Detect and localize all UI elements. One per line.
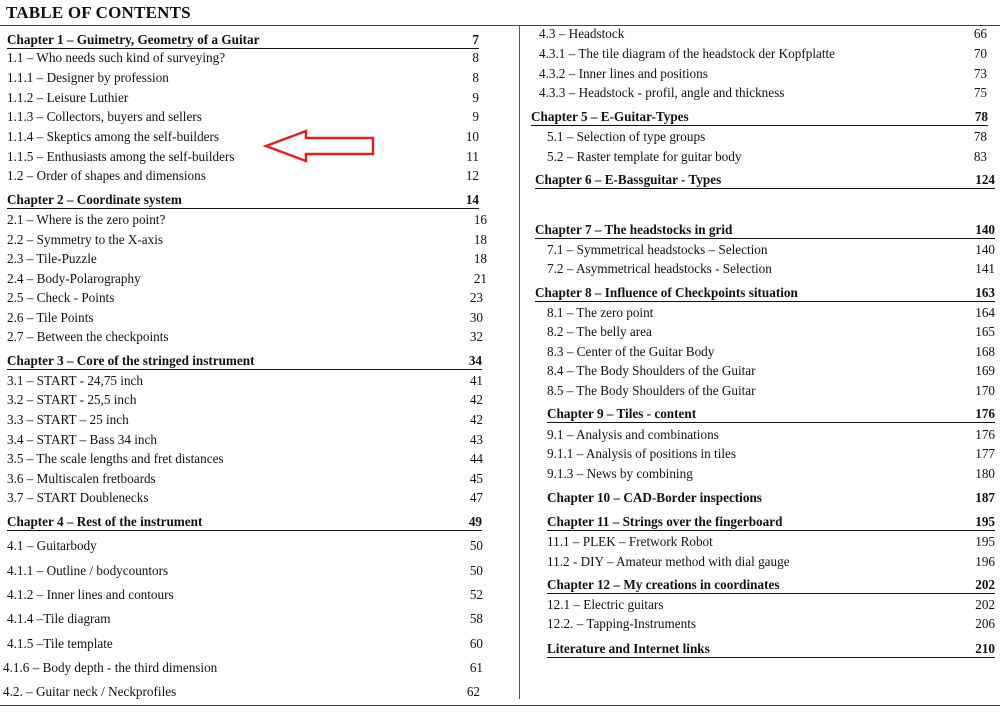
toc-entry-title: 3.7 – START Doublenecks xyxy=(7,490,149,505)
toc-entry-title: 1.1.1 – Designer by profession xyxy=(7,70,169,85)
toc-page-number: 165 xyxy=(975,324,995,339)
toc-page-number: 52 xyxy=(469,587,483,602)
toc-entry-title: 2.1 – Where is the zero point? xyxy=(7,212,166,227)
toc-entry xyxy=(547,361,995,381)
toc-page-number: 141 xyxy=(975,261,995,276)
toc-page-number: 124 xyxy=(975,172,995,187)
toc-entry-title: 4.3.3 – Headstock - profil, angle and thickness xyxy=(539,85,785,100)
toc-entry-title: 8.4 – The Body Shoulders of the Guitar xyxy=(547,363,756,378)
toc-entry xyxy=(547,614,995,634)
toc-page-number: 83 xyxy=(973,149,987,164)
toc-page-number: 168 xyxy=(975,344,995,359)
toc-page-number: 49 xyxy=(468,514,482,529)
toc-entry xyxy=(7,147,479,167)
toc-page-number: 78 xyxy=(973,129,987,144)
toc-entry-title: 3.5 – The scale lengths and fret distances xyxy=(7,451,224,466)
toc-entry xyxy=(547,127,987,147)
toc-page-number: 176 xyxy=(975,406,995,421)
toc-entry xyxy=(7,166,479,186)
toc-chapter-heading xyxy=(547,512,995,531)
toc-entry-title: 7.2 – Asymmetrical headstocks - Selection xyxy=(547,261,772,276)
toc-page-number: 66 xyxy=(973,26,987,41)
bottom-rule xyxy=(0,705,1000,706)
toc-entry xyxy=(7,469,483,489)
toc-entry xyxy=(7,488,483,508)
toc-entry-title: Chapter 9 – Tiles - content xyxy=(547,406,697,421)
toc-entry-title: 2.2 – Symmetry to the X-axis xyxy=(7,232,164,247)
red-arrow-icon xyxy=(262,128,380,164)
toc-entry xyxy=(3,658,483,678)
toc-page-number: 50 xyxy=(469,538,483,553)
toc-page-number: 195 xyxy=(975,514,995,529)
toc-entry-title: 3.3 – START – 25 inch xyxy=(7,412,129,427)
toc-entry xyxy=(7,230,487,250)
toc-entry-title: 3.6 – Multiscalen fretboards xyxy=(7,471,156,486)
toc-page-number: 187 xyxy=(975,490,995,505)
toc-entry-title: 1.1.4 – Skeptics among the self-builders xyxy=(7,129,220,144)
toc-page-number: 177 xyxy=(975,446,995,461)
toc-chapter-heading xyxy=(7,351,482,370)
toc-entry-title: Chapter 11 – Strings over the fingerboard xyxy=(547,514,783,529)
toc-chapter-heading xyxy=(535,220,995,239)
toc-page-number: 75 xyxy=(973,85,987,100)
toc-entry-title: 5.2 – Raster template for guitar body xyxy=(547,149,742,164)
toc-entry xyxy=(7,561,483,581)
toc-page-number: 8 xyxy=(472,70,479,85)
toc-entry xyxy=(7,327,483,347)
toc-entry-title: 7.1 – Symmetrical headstocks – Selection xyxy=(547,242,768,257)
toc-entry-title: 1.1.2 – Leisure Luthier xyxy=(7,90,129,105)
toc-entry xyxy=(547,425,995,445)
toc-page-number: 10 xyxy=(465,129,479,144)
toc-page-number: 163 xyxy=(975,285,995,300)
toc-page-number: 62 xyxy=(466,684,480,699)
toc-page-number: 41 xyxy=(469,373,483,388)
toc-chapter-heading xyxy=(7,512,482,531)
toc-entry-title: 9.1.1 – Analysis of positions in tiles xyxy=(547,446,737,461)
toc-page-number: 11 xyxy=(466,149,479,164)
toc-entry-title: 1.1.3 – Collectors, buyers and sellers xyxy=(7,109,202,124)
toc-page-number: 202 xyxy=(975,577,995,592)
column-divider xyxy=(519,25,520,699)
toc-entry-title: 8.1 – The zero point xyxy=(547,305,654,320)
toc-page-number: 23 xyxy=(469,290,483,305)
toc-entry xyxy=(7,371,483,391)
toc-entry xyxy=(3,682,480,702)
toc-entry-title: 5.1 – Selection of type groups xyxy=(547,129,706,144)
toc-entry-title: Chapter 12 – My creations in coordinates xyxy=(547,577,780,592)
toc-entry-title: 1.2 – Order of shapes and dimensions xyxy=(7,168,206,183)
toc-entry xyxy=(7,430,483,450)
toc-chapter-heading xyxy=(535,170,995,189)
toc-entry-title: 4.3 – Headstock xyxy=(539,26,625,41)
toc-page-number: 169 xyxy=(975,363,995,378)
toc-page-number: 47 xyxy=(469,490,483,505)
toc-page-number: 50 xyxy=(469,563,483,578)
toc-entry xyxy=(539,83,987,103)
toc-page-number: 58 xyxy=(469,611,483,626)
toc-page-number: 45 xyxy=(469,471,483,486)
toc-entry xyxy=(547,240,995,260)
toc-page-number: 32 xyxy=(469,329,483,344)
toc-entry xyxy=(547,259,995,279)
toc-page-number: 164 xyxy=(975,305,995,320)
toc-entry-title: 8.2 – The belly area xyxy=(547,324,652,339)
toc-entry-title: 4.1.4 –Tile diagram xyxy=(7,611,111,626)
toc-page-number: 70 xyxy=(973,46,987,61)
toc-entry xyxy=(7,308,483,328)
toc-chapter-heading xyxy=(535,283,995,302)
toc-entry-title: 2.6 – Tile Points xyxy=(7,310,94,325)
toc-entry-title: Chapter 1 – Guimetry, Geometry of a Guitar xyxy=(7,32,260,47)
toc-entry xyxy=(547,147,987,167)
toc-page-number: 43 xyxy=(469,432,483,447)
toc-entry xyxy=(7,107,479,127)
toc-page-number: 180 xyxy=(975,466,995,481)
toc-page-number: 210 xyxy=(975,641,995,656)
toc-entry-title: 12.2. – Tapping-Instruments xyxy=(547,616,697,631)
toc-page-number: 34 xyxy=(468,353,482,368)
toc-entry-title: 4.1 – Guitarbody xyxy=(7,538,97,553)
toc-entry xyxy=(539,44,987,64)
toc-entry-title: 9.1 – Analysis and combinations xyxy=(547,427,719,442)
toc-page-number: 61 xyxy=(469,660,483,675)
toc-entry xyxy=(7,585,483,605)
toc-entry xyxy=(547,595,995,615)
toc-page-number: 9 xyxy=(472,109,479,124)
toc-chapter-heading xyxy=(547,575,995,594)
toc-entry xyxy=(7,88,479,108)
toc-entry-title: 3.1 – START - 24,75 inch xyxy=(7,373,144,388)
toc-entry-title: 3.4 – START – Bass 34 inch xyxy=(7,432,157,447)
toc-page-number: 73 xyxy=(973,66,987,81)
toc-entry xyxy=(539,64,987,84)
toc-entry-title: 3.2 – START - 25,5 inch xyxy=(7,392,137,407)
toc-entry xyxy=(7,634,483,654)
toc-entry-title: 4.3.1 – The tile diagram of the headstock der Kopfplatte xyxy=(539,46,836,61)
toc-page-number: 42 xyxy=(469,412,483,427)
toc-entry-title: 4.1.5 –Tile template xyxy=(7,636,113,651)
toc-page-number: 21 xyxy=(473,271,487,286)
toc-entry xyxy=(7,609,483,629)
toc-page-number: 206 xyxy=(975,616,995,631)
toc-entry xyxy=(547,552,995,572)
toc-page-number: 170 xyxy=(975,383,995,398)
toc-entry xyxy=(7,410,483,430)
toc-entry-title: 2.4 – Body-Polarography xyxy=(7,271,141,286)
toc-entry-title: 11.2 - DIY – Amateur method with dial gauge xyxy=(547,554,790,569)
toc-entry xyxy=(7,449,483,469)
toc-entry xyxy=(7,269,487,289)
toc-chapter-heading xyxy=(547,488,995,506)
toc-entry xyxy=(547,464,995,484)
toc-entry-title: Chapter 10 – CAD-Border inspections xyxy=(547,490,762,505)
toc-page-number: 7 xyxy=(472,32,479,47)
toc-entry-title: 12.1 – Electric guitars xyxy=(547,597,664,612)
toc-page-number: 60 xyxy=(469,636,483,651)
toc-page-number: 16 xyxy=(473,212,487,227)
toc-entry-title: Chapter 8 – Influence of Checkpoints situation xyxy=(535,285,798,300)
toc-page-number: 44 xyxy=(469,451,483,466)
toc-entry-title: 4.1.2 – Inner lines and contours xyxy=(7,587,174,602)
toc-entry-title: 4.2. – Guitar neck / Neckprofiles xyxy=(3,684,177,699)
toc-page-number: 14 xyxy=(465,192,479,207)
toc-page-number: 195 xyxy=(975,534,995,549)
toc-entry-title: 4.3.2 – Inner lines and positions xyxy=(539,66,708,81)
toc-entry xyxy=(7,249,487,269)
toc-page-number: 30 xyxy=(469,310,483,325)
toc-page-number: 196 xyxy=(975,554,995,569)
toc-entry xyxy=(7,536,483,556)
toc-entry-title: Chapter 3 – Core of the stringed instrument xyxy=(7,353,255,368)
toc-entry xyxy=(547,342,995,362)
toc-entry-title: 4.1.6 – Body depth - the third dimension xyxy=(3,660,218,675)
toc-entry xyxy=(539,24,987,44)
toc-entry xyxy=(7,288,483,308)
toc-entry-title: Chapter 6 – E-Bassguitar - Types xyxy=(535,172,722,187)
toc-entry xyxy=(7,48,479,68)
toc-page-number: 9 xyxy=(472,90,479,105)
toc-page-number: 18 xyxy=(473,232,487,247)
toc-entry-title: 1.1 – Who needs such kind of surveying? xyxy=(7,50,226,65)
toc-page-number: 140 xyxy=(975,222,995,237)
toc-entry-title: Chapter 4 – Rest of the instrument xyxy=(7,514,203,529)
toc-entry-title: 8.3 – Center of the Guitar Body xyxy=(547,344,715,359)
toc-entry xyxy=(7,390,483,410)
toc-entry-title: Chapter 7 – The headstocks in grid xyxy=(535,222,733,237)
toc-entry-title: Chapter 5 – E-Guitar-Types xyxy=(531,109,689,124)
toc-entry xyxy=(7,127,479,147)
toc-entry-title: 2.3 – Tile-Puzzle xyxy=(7,251,97,266)
toc-entry-title: 4.1.1 – Outline / bodycountors xyxy=(7,563,169,578)
toc-entry-title: 11.1 – PLEK – Fretwork Robot xyxy=(547,534,713,549)
toc-page-number: 12 xyxy=(465,168,479,183)
toc-entry xyxy=(547,303,995,323)
toc-entry xyxy=(547,532,995,552)
toc-entry xyxy=(7,68,479,88)
toc-page-number: 8 xyxy=(472,50,479,65)
toc-chapter-heading xyxy=(547,404,995,423)
toc-entry-title: 2.7 – Between the checkpoints xyxy=(7,329,169,344)
toc-entry-title: Literature and Internet links xyxy=(547,641,710,656)
toc-entry xyxy=(7,210,487,230)
toc-page-number: 18 xyxy=(473,251,487,266)
toc-entry xyxy=(547,381,995,401)
toc-entry-title: Chapter 2 – Coordinate system xyxy=(7,192,182,207)
toc-entry-title: 1.1.5 – Enthusiasts among the self-builders xyxy=(7,149,235,164)
toc-entry xyxy=(547,444,995,464)
toc-chapter-heading xyxy=(531,107,988,126)
toc-chapter-heading xyxy=(7,190,479,209)
toc-page-number: 202 xyxy=(975,597,995,612)
toc-entry xyxy=(547,322,995,342)
toc-page-number: 140 xyxy=(975,242,995,257)
toc-page-number: 78 xyxy=(974,109,988,124)
toc-entry-title: 8.5 – The Body Shoulders of the Guitar xyxy=(547,383,756,398)
toc-page-number: 42 xyxy=(469,392,483,407)
toc-entry-title: 2.5 – Check - Points xyxy=(7,290,115,305)
toc-chapter-heading xyxy=(7,30,479,49)
toc-page-number: 176 xyxy=(975,427,995,442)
toc-title: TABLE OF CONTENTS xyxy=(6,3,191,22)
toc-entry-title: 9.1.3 – News by combining xyxy=(547,466,693,481)
toc-chapter-heading xyxy=(547,639,995,658)
